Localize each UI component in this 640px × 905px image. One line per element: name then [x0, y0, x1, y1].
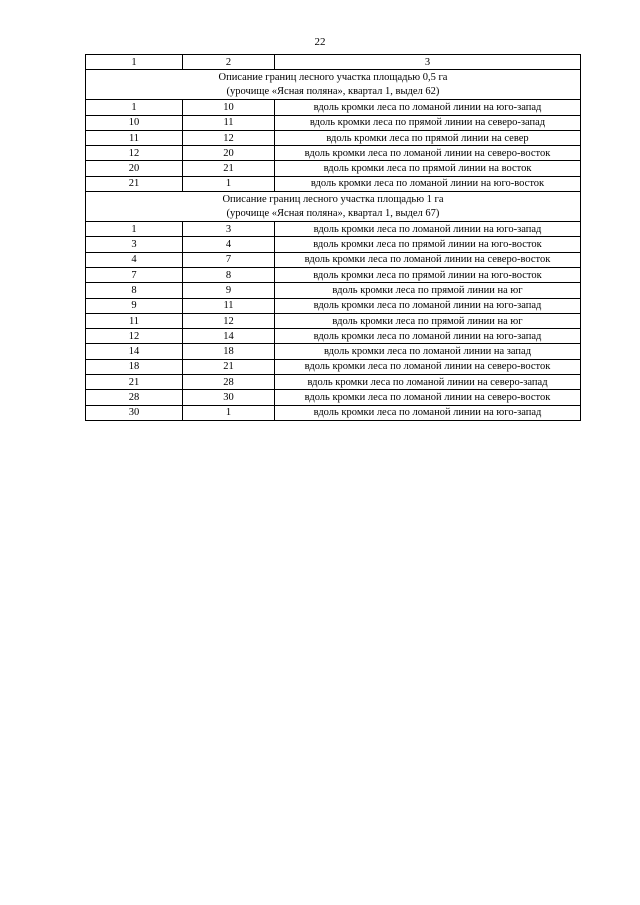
table-row — [86, 298, 581, 313]
from-point-cell: 28 — [86, 390, 183, 405]
from-point-cell: 12 — [86, 146, 183, 161]
from-point-cell: 1 — [86, 100, 183, 115]
to-point-cell: 30 — [183, 390, 275, 405]
table-row — [86, 283, 581, 298]
from-point-cell: 11 — [86, 130, 183, 145]
from-point-cell: 1 — [86, 222, 183, 237]
header-cell-3: 3 — [275, 55, 581, 70]
description-cell: вдоль кромки леса по прямой линии на север — [275, 130, 581, 145]
to-point-cell: 20 — [183, 146, 275, 161]
section-title — [86, 70, 581, 100]
table-row — [86, 100, 581, 115]
from-point-cell: 12 — [86, 329, 183, 344]
from-point-cell: 21 — [86, 176, 183, 191]
section-title-row — [86, 70, 581, 100]
to-point-cell: 3 — [183, 222, 275, 237]
to-point-cell: 1 — [183, 405, 275, 420]
table-row — [86, 130, 581, 145]
section-title-line1: Описание границ лесного участка площадью 0,5 га — [218, 72, 448, 84]
description-cell: вдоль кромки леса по прямой линии на юго-восток — [275, 237, 581, 252]
description-cell: вдоль кромки леса по ломаной линии на юго-запад — [275, 329, 581, 344]
description-cell: вдоль кромки леса по ломаной линии на северо-восток — [275, 359, 581, 374]
header-cell-1: 1 — [86, 55, 183, 70]
table-row — [86, 344, 581, 359]
to-point-cell: 14 — [183, 329, 275, 344]
table-row — [86, 405, 581, 420]
section-title-row — [86, 192, 581, 222]
description-cell: вдоль кромки леса по ломаной линии на северо-восток — [275, 252, 581, 267]
section-title-line2: (урочище «Ясная поляна», квартал 1, выдел 62) — [226, 85, 440, 97]
section-title-line2: (урочище «Ясная поляна», квартал 1, выдел 67) — [226, 207, 440, 219]
from-point-cell: 30 — [86, 405, 183, 420]
description-cell: вдоль кромки леса по ломаной линии на юго-запад — [275, 405, 581, 420]
table-row — [86, 375, 581, 390]
description-cell: вдоль кромки леса по ломаной линии на юго-запад — [275, 222, 581, 237]
from-point-cell: 11 — [86, 313, 183, 328]
to-point-cell: 9 — [183, 283, 275, 298]
boundary-table — [85, 54, 581, 421]
description-cell: вдоль кромки леса по прямой линии на восток — [275, 161, 581, 176]
table-row — [86, 359, 581, 374]
table-row — [86, 267, 581, 282]
to-point-cell: 11 — [183, 115, 275, 130]
from-point-cell: 8 — [86, 283, 183, 298]
description-cell: вдоль кромки леса по ломаной линии на юго-восток — [275, 176, 581, 191]
description-cell: вдоль кромки леса по прямой линии на юго-восток — [275, 267, 581, 282]
table-row — [86, 329, 581, 344]
header-row — [86, 55, 581, 70]
from-point-cell: 4 — [86, 252, 183, 267]
to-point-cell: 1 — [183, 176, 275, 191]
description-cell: вдоль кромки леса по ломаной линии на запад — [275, 344, 581, 359]
to-point-cell: 18 — [183, 344, 275, 359]
to-point-cell: 8 — [183, 267, 275, 282]
header-cell-2: 2 — [183, 55, 275, 70]
from-point-cell: 21 — [86, 375, 183, 390]
from-point-cell: 18 — [86, 359, 183, 374]
table-row — [86, 237, 581, 252]
to-point-cell: 28 — [183, 375, 275, 390]
description-cell: вдоль кромки леса по ломаной линии на юго-запад — [275, 298, 581, 313]
from-point-cell: 14 — [86, 344, 183, 359]
page-number: 22 — [314, 36, 326, 48]
table-row — [86, 390, 581, 405]
table-row — [86, 252, 581, 267]
description-cell: вдоль кромки леса по ломаной линии на северо-восток — [275, 146, 581, 161]
to-point-cell: 11 — [183, 298, 275, 313]
description-cell: вдоль кромки леса по прямой линии на юг — [275, 313, 581, 328]
table-row — [86, 313, 581, 328]
table-row — [86, 115, 581, 130]
description-cell: вдоль кромки леса по ломаной линии на юго-запад — [275, 100, 581, 115]
to-point-cell: 4 — [183, 237, 275, 252]
from-point-cell: 20 — [86, 161, 183, 176]
to-point-cell: 21 — [183, 161, 275, 176]
section-title — [86, 192, 581, 222]
table-row — [86, 176, 581, 191]
table-row — [86, 222, 581, 237]
to-point-cell: 7 — [183, 252, 275, 267]
from-point-cell: 7 — [86, 267, 183, 282]
to-point-cell: 21 — [183, 359, 275, 374]
from-point-cell: 3 — [86, 237, 183, 252]
to-point-cell: 12 — [183, 130, 275, 145]
to-point-cell: 12 — [183, 313, 275, 328]
from-point-cell: 9 — [86, 298, 183, 313]
table-row — [86, 146, 581, 161]
table-body — [86, 55, 581, 421]
description-cell: вдоль кромки леса по прямой линии на северо-запад — [275, 115, 581, 130]
description-cell: вдоль кромки леса по прямой линии на юг — [275, 283, 581, 298]
section-title-line1: Описание границ лесного участка площадью 1 га — [222, 194, 444, 206]
description-cell: вдоль кромки леса по ломаной линии на северо-запад — [275, 375, 581, 390]
from-point-cell: 10 — [86, 115, 183, 130]
table-row — [86, 161, 581, 176]
description-cell: вдоль кромки леса по ломаной линии на северо-восток — [275, 390, 581, 405]
to-point-cell: 10 — [183, 100, 275, 115]
